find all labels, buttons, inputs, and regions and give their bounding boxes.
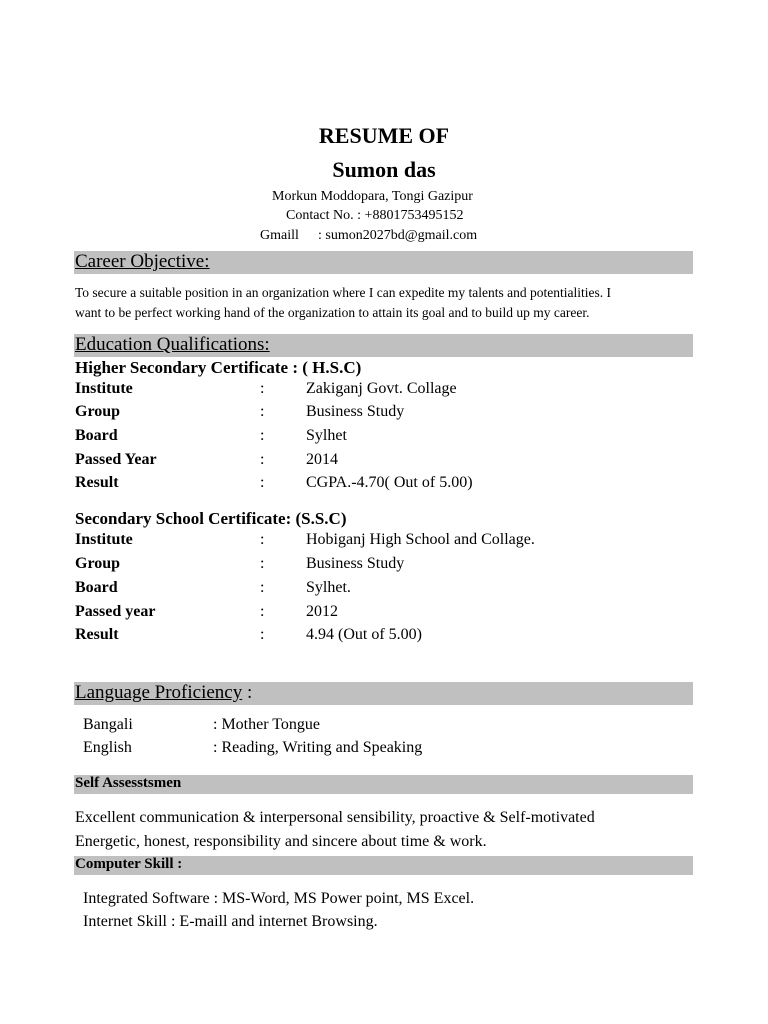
language-item xyxy=(83,716,321,734)
computer-heading: Computer Skill : xyxy=(75,856,183,872)
row-sep: : xyxy=(260,403,265,420)
computer-line-2: Internet Skill : E-maill and internet Browsing. xyxy=(83,913,378,930)
language-level: : Mother Tongue xyxy=(213,716,321,733)
row-sep: : xyxy=(260,603,265,620)
ssc-row xyxy=(75,555,695,577)
ssc-row xyxy=(75,531,695,553)
row-value: 4.94 (Out of 5.00) xyxy=(306,626,422,643)
row-value: 2012 xyxy=(306,603,338,620)
row-sep: : xyxy=(260,451,265,468)
career-heading: Career Objective: xyxy=(75,251,210,272)
language-heading: Language Proficiency xyxy=(75,682,243,703)
row-key: Institute xyxy=(75,531,133,548)
language-level: : Reading, Writing and Speaking xyxy=(213,739,423,756)
row-sep: : xyxy=(260,427,265,444)
ssc-row xyxy=(75,603,695,625)
hsc-row xyxy=(75,427,695,449)
ssc-row xyxy=(75,626,695,648)
row-value: 2014 xyxy=(306,451,338,468)
row-sep: : xyxy=(260,531,265,548)
row-value: Hobiganj High School and Collage. xyxy=(306,531,535,548)
career-line-1: To secure a suitable position in an organization where I can expedite my talents and potentialities. I xyxy=(75,285,612,300)
career-line-2: want to be perfect working hand of the organization to attain its goal and to build up my career. xyxy=(75,305,590,320)
language-name: English xyxy=(83,739,132,756)
ssc-title: Secondary School Certificate: (S.S.C) xyxy=(75,509,347,528)
hsc-title: Higher Secondary Certificate : ( H.S.C) xyxy=(75,358,362,377)
email-label: Gmaill xyxy=(260,228,299,243)
row-value: Business Study xyxy=(306,403,405,420)
row-key: Group xyxy=(75,403,121,420)
row-sep: : xyxy=(260,380,265,397)
hsc-row xyxy=(75,403,695,425)
row-value: CGPA.-4.70( Out of 5.00) xyxy=(306,474,473,491)
row-key: Passed year xyxy=(75,603,156,620)
language-heading-wrap xyxy=(75,682,252,704)
address: Morkun Moddopara, Tongi Gazipur xyxy=(272,189,473,204)
self-line-1: Excellent communication & interpersonal sensibility, proactive & Self-motivated xyxy=(75,809,595,826)
row-sep: : xyxy=(260,474,265,491)
candidate-name: Sumon das xyxy=(332,157,436,182)
row-value: Business Study xyxy=(306,555,405,572)
row-value: Sylhet. xyxy=(306,579,351,596)
self-heading: Self Assesstsmen xyxy=(75,775,182,791)
row-sep: : xyxy=(260,555,265,572)
resume-title: RESUME OF xyxy=(318,123,450,148)
row-value: Sylhet xyxy=(306,427,347,444)
hsc-row xyxy=(75,380,695,402)
email-line xyxy=(260,228,477,244)
email-value: : sumon2027bd@gmail.com xyxy=(318,228,478,243)
self-line-2: Energetic, honest, responsibility and sincere about time & work. xyxy=(75,833,487,850)
education-heading: Education Qualifications: xyxy=(75,334,270,355)
row-key: Institute xyxy=(75,380,133,397)
row-key: Result xyxy=(75,474,119,491)
row-value: Zakiganj Govt. Collage xyxy=(306,380,457,397)
language-item xyxy=(83,739,423,757)
language-heading-suffix: : xyxy=(242,682,253,703)
row-key: Board xyxy=(75,427,118,444)
language-name: Bangali xyxy=(83,716,133,733)
row-sep: : xyxy=(260,579,265,596)
row-key: Result xyxy=(75,626,119,643)
hsc-row xyxy=(75,474,695,496)
computer-line-1: Integrated Software : MS-Word, MS Power point, MS Excel. xyxy=(83,890,475,907)
row-key: Group xyxy=(75,555,121,572)
ssc-row xyxy=(75,579,695,601)
contact-number: Contact No. : +8801753495152 xyxy=(286,208,464,223)
row-key: Board xyxy=(75,579,118,596)
hsc-row xyxy=(75,451,695,473)
row-sep: : xyxy=(260,626,265,643)
row-key: Passed Year xyxy=(75,451,157,468)
